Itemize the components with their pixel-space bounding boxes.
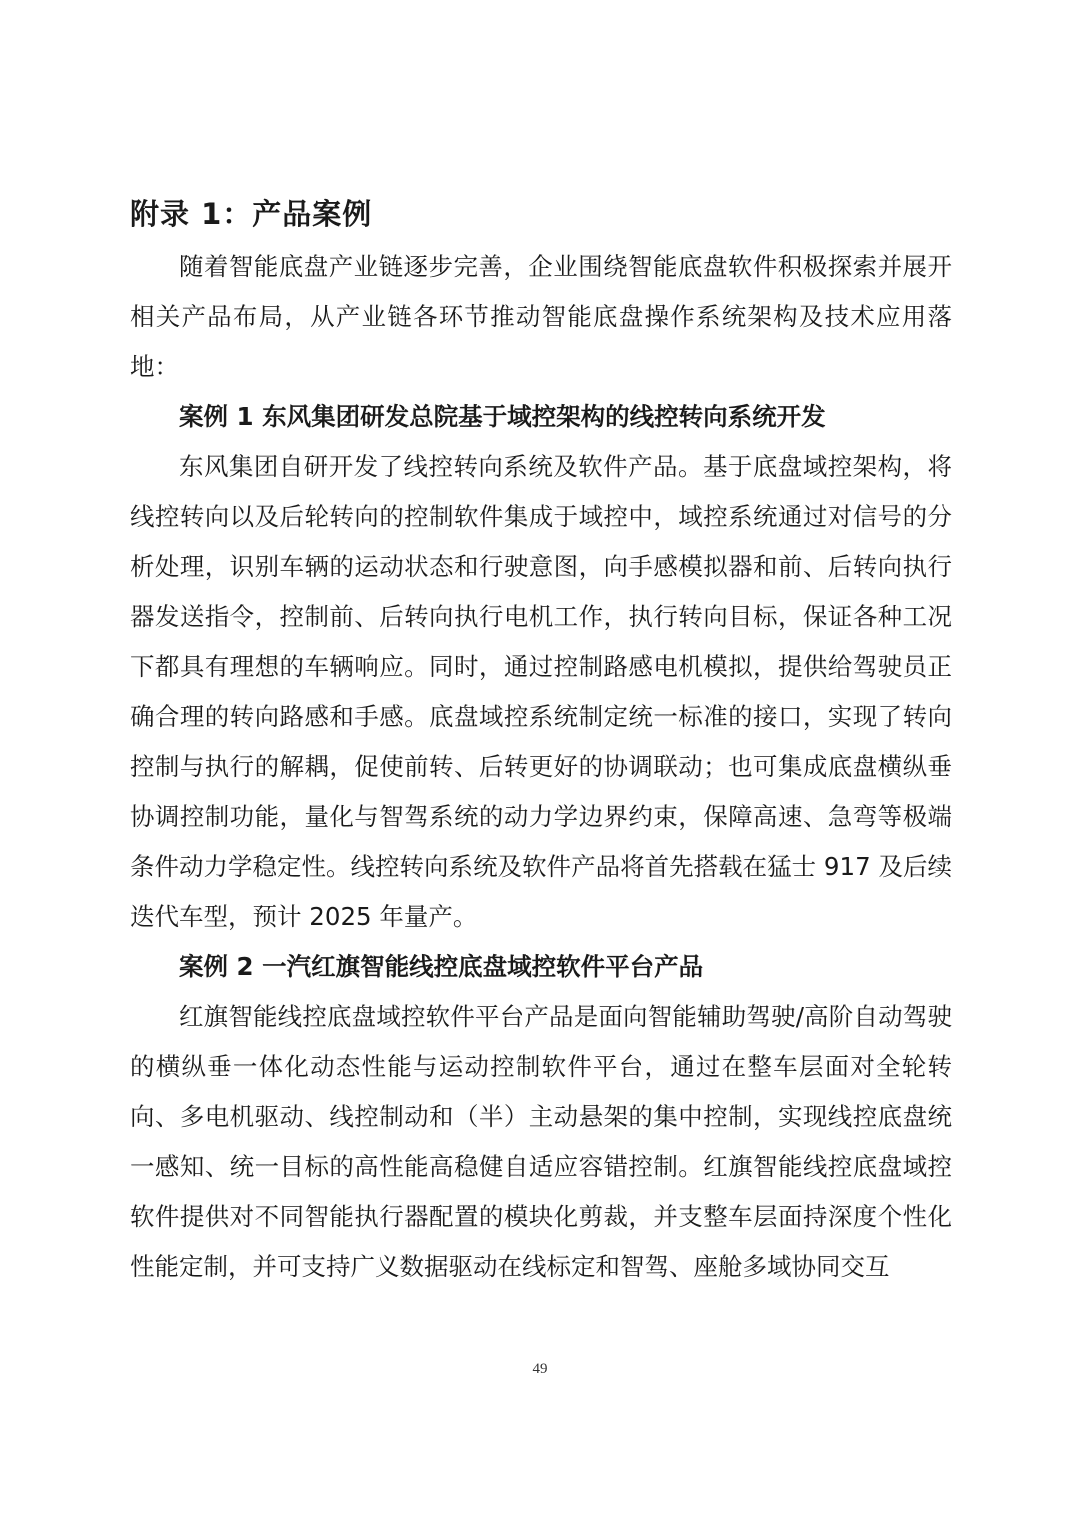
case-1-body: 东风集团自研开发了线控转向系统及软件产品。基于底盘域控架构，将线控转向以及后轮转向的控制软件集成于域控中，域控系统通过对信号的分析处理，识别车辆的运动状态和行驶意图，向手感模拟器和前、后转向执行器发送指令，控制前、后转向执行电机工作，执行转向目标，保证各种工况下都具有理想的车辆响应。同时，通过控制路感电机模拟，提供给驾驶员正确合理的转向路感和手感。底盘域控系统制定统一标准的接口，实现了转向控制与执行的解耦，促使前转、后转更好的协调联动；也可集成底盘横纵垂协调控制功能，量化与智驾系统的动力学边界约束，保障高速、急弯等极端条件动力学稳定性。线控转向系统及软件产品将首先搭载在猛士 917 及后续迭代车型，预计 2025 年量产。	[130, 452, 952, 931]
page-number: 49	[532, 1361, 548, 1377]
case-2-body: 红旗智能线控底盘域控软件平台产品是面向智能辅助驾驶/高阶自动驾驶的横纵垂一体化动态性能与运动控制软件平台，通过在整车层面对全轮转向、多电机驱动、线控制动和（半）主动悬架的集中控制，实现线控底盘统一感知、统一目标的高性能高稳健自适应容错控制。红旗智能线控底盘域控软件提供对不同智能执行器配置的模块化剪裁，并支整车层面持深度个性化性能定制，并可支持广义数据驱动在线标定和智驾、座舱多域协同交互	[130, 1002, 952, 1281]
page-content	[130, 190, 952, 1292]
case-1-title: 案例 1 东风集团研发总院基于域控架构的线控转向系统开发	[179, 402, 826, 431]
case-2-title: 案例 2 一汽红旗智能线控底盘域控软件平台产品	[179, 952, 704, 981]
intro-paragraph: 随着智能底盘产业链逐步完善，企业围绕智能底盘软件积极探索并展开相关产品布局，从产业链各环节推动智能底盘操作系统架构及技术应用落地：	[130, 252, 952, 381]
appendix-heading: 附录 1：产品案例	[130, 197, 373, 231]
